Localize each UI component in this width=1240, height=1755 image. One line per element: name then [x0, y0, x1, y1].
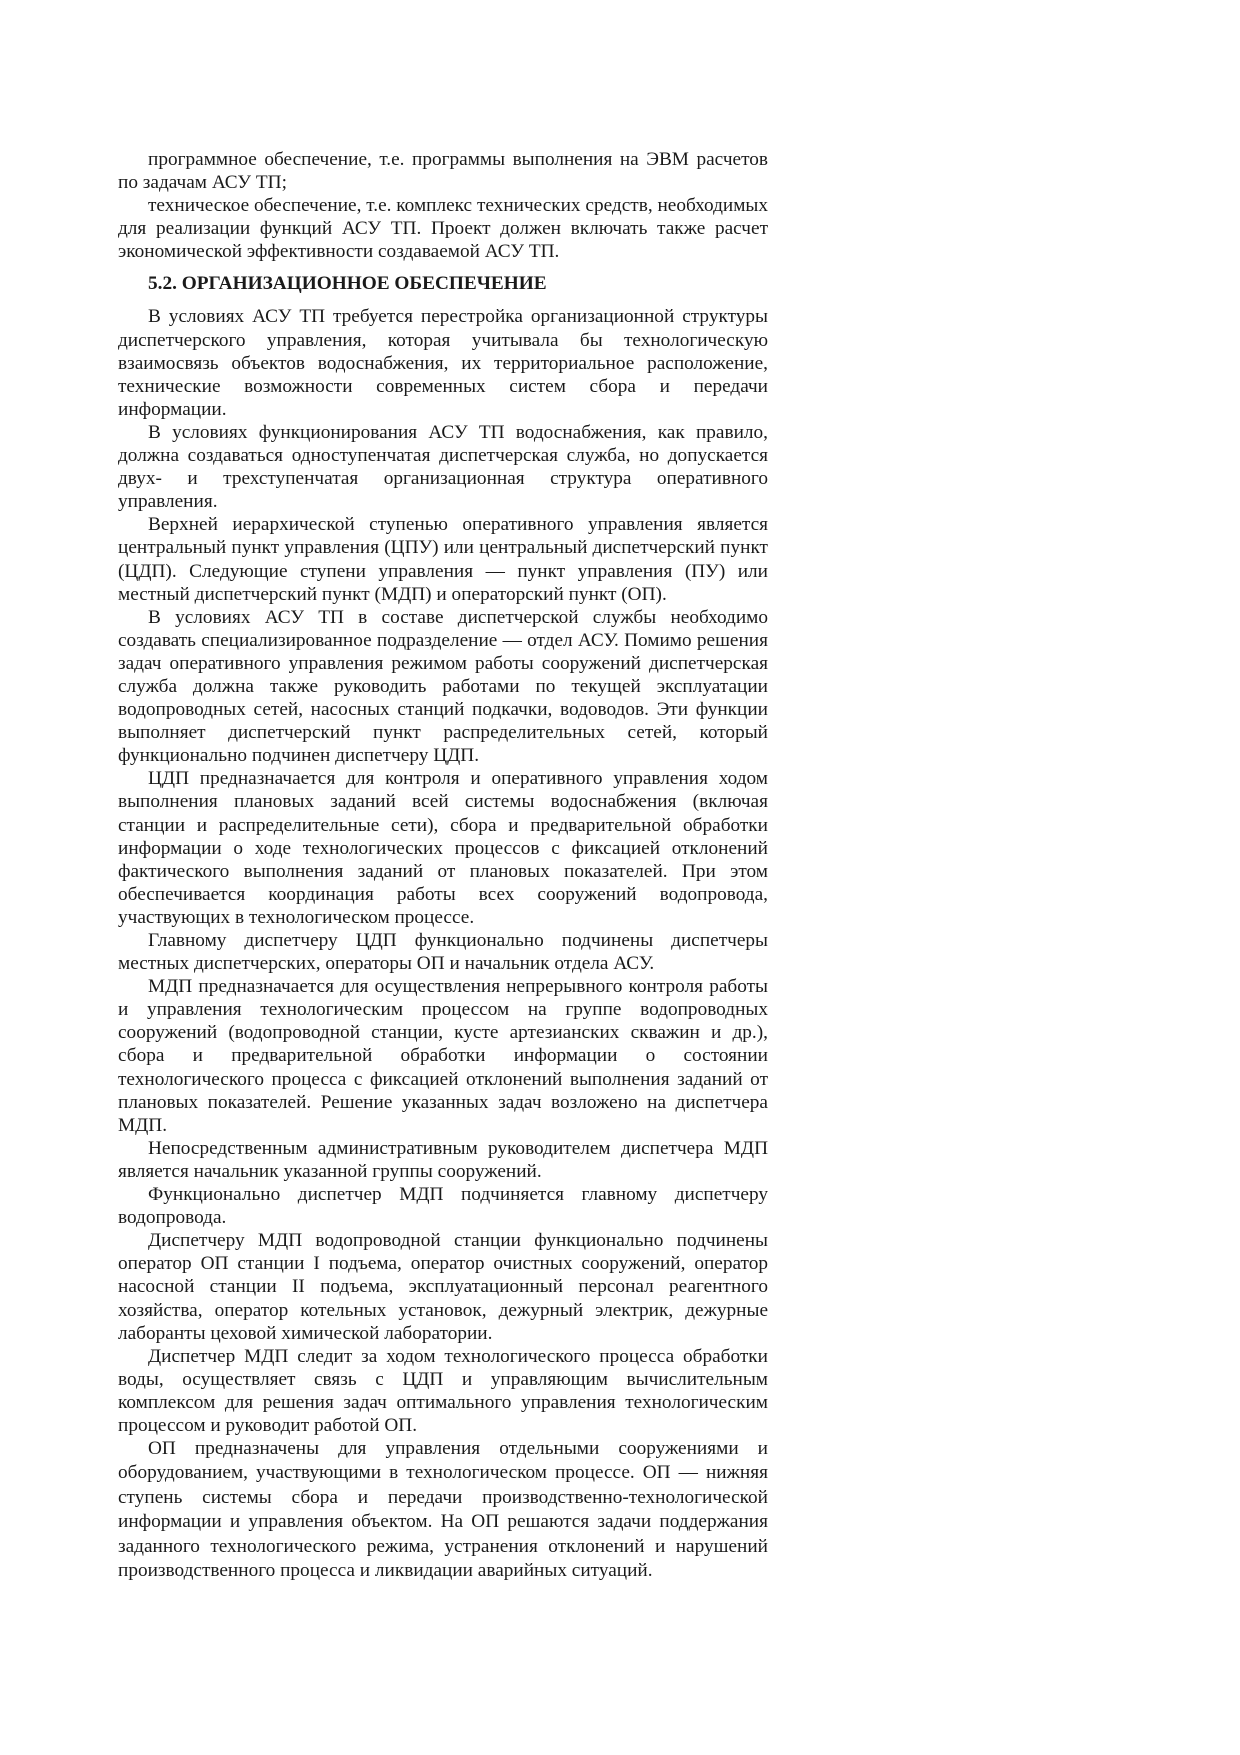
- section-heading: 5.2. ОРГАНИЗАЦИОННОЕ ОБЕСПЕЧЕНИЕ: [148, 273, 547, 295]
- paragraph: ОП предназначены для управления отдельными сооружениями и оборудованием, участвующими в технологическом процессе. ОП — нижняя ступень системы сбора и передачи производственно-технологической информации и управления объектом. На ОП решаются задачи поддержания заданного технологического режима, устранения отклонений и нарушений производственного процесса и ликвидации аварийных ситуаций.: [118, 1438, 768, 1582]
- paragraph: Диспетчер МДП следит за ходом технологического процесса обработки воды, осуществляет связь с ЦДП и управляющим вычислительным комплексом для решения задач оптимального управления технологическим процессом и руководит работой ОП.: [118, 1345, 768, 1436]
- paragraph: В условиях АСУ ТП в составе диспетчерской службы необходимо создавать специализированное подразделение — отдел АСУ. Помимо решения задач оперативного управления режимом работы сооружений диспетчерская служба должна также руководить работами по текущей эксплуатации водопроводных сетей, насосных станций подкачки, водоводов. Эти функции выполняет диспетчерский пункт распределительных сетей, который функционально подчинен диспетчеру ЦДП.: [118, 606, 768, 767]
- paragraph: Функционально диспетчер МДП подчиняется главному диспетчеру водопровода.: [118, 1184, 768, 1229]
- paragraph: Диспетчеру МДП водопроводной станции функционально подчинены оператор ОП станции I подъема, оператор очистных сооружений, оператор насосной станции II подъема, эксплуатационный персонал реагентного хозяйства, оператор котельных установок, дежурный электрик, дежурные лаборанты цеховой химической лаборатории.: [118, 1230, 768, 1344]
- paragraph-hardware: техническое обеспечение, т.е. комплекс технических средств, необходимых для реализации функций АСУ ТП. Проект должен включать также расчет экономической эффективности создаваемой АСУ ТП.: [118, 195, 768, 263]
- paragraph: Непосредственным административным руководителем диспетчера МДП является начальник указанной группы сооружений.: [118, 1137, 768, 1182]
- paragraph: Главному диспетчеру ЦДП функционально подчинены диспетчеры местных диспетчерских, операторы ОП и начальник отдела АСУ.: [118, 930, 768, 975]
- paragraph: Верхней иерархической ступенью оперативного управления является центральный пункт управления (ЦПУ) или центральный диспетчерский пункт (ЦДП). Следующие ступени управления — пункт управления (ПУ) или местный диспетчерский пункт (МДП) и операторский пункт (ОП).: [118, 514, 768, 605]
- paragraph: ЦДП предназначается для контроля и оперативного управления ходом выполнения плановых заданий всей системы водоснабжения (включая станции и распределительные сети), сбора и предварительной обработки информации о ходе технологических процессов с фиксацией отклонений фактического выполнения заданий от плановых показателей. При этом обеспечивается координация работы всех сооружений водопровода, участвующих в технологическом процессе.: [118, 768, 768, 928]
- paragraph: МДП предназначается для осуществления непрерывного контроля работы и управления технологическим процессом на группе водопроводных сооружений (водопроводной станции, кусте артезианских скважин и др.), сбора и предварительной обработки информации о состоянии технологического процесса с фиксацией отклонений выполнения заданий от плановых показателей. Решение указанных задач возложено на диспетчера МДП.: [118, 976, 768, 1136]
- text-column: [118, 148, 768, 1584]
- paragraph: В условиях АСУ ТП требуется перестройка организационной структуры диспетчерского управления, которая учитывала бы технологическую взаимосвязь объектов водоснабжения, их территориальное расположение, технические возможности современных систем сбора и передачи информации.: [118, 306, 768, 420]
- paragraph-software: программное обеспечение, т.е. программы выполнения на ЭВМ расчетов по задачам АСУ ТП;: [118, 149, 768, 194]
- paragraph: В условиях функционирования АСУ ТП водоснабжения, как правило, должна создаваться одноступенчатая диспетчерская служба, но допускается двух- и трехступенчатая организационная структура оперативного управления.: [118, 421, 768, 513]
